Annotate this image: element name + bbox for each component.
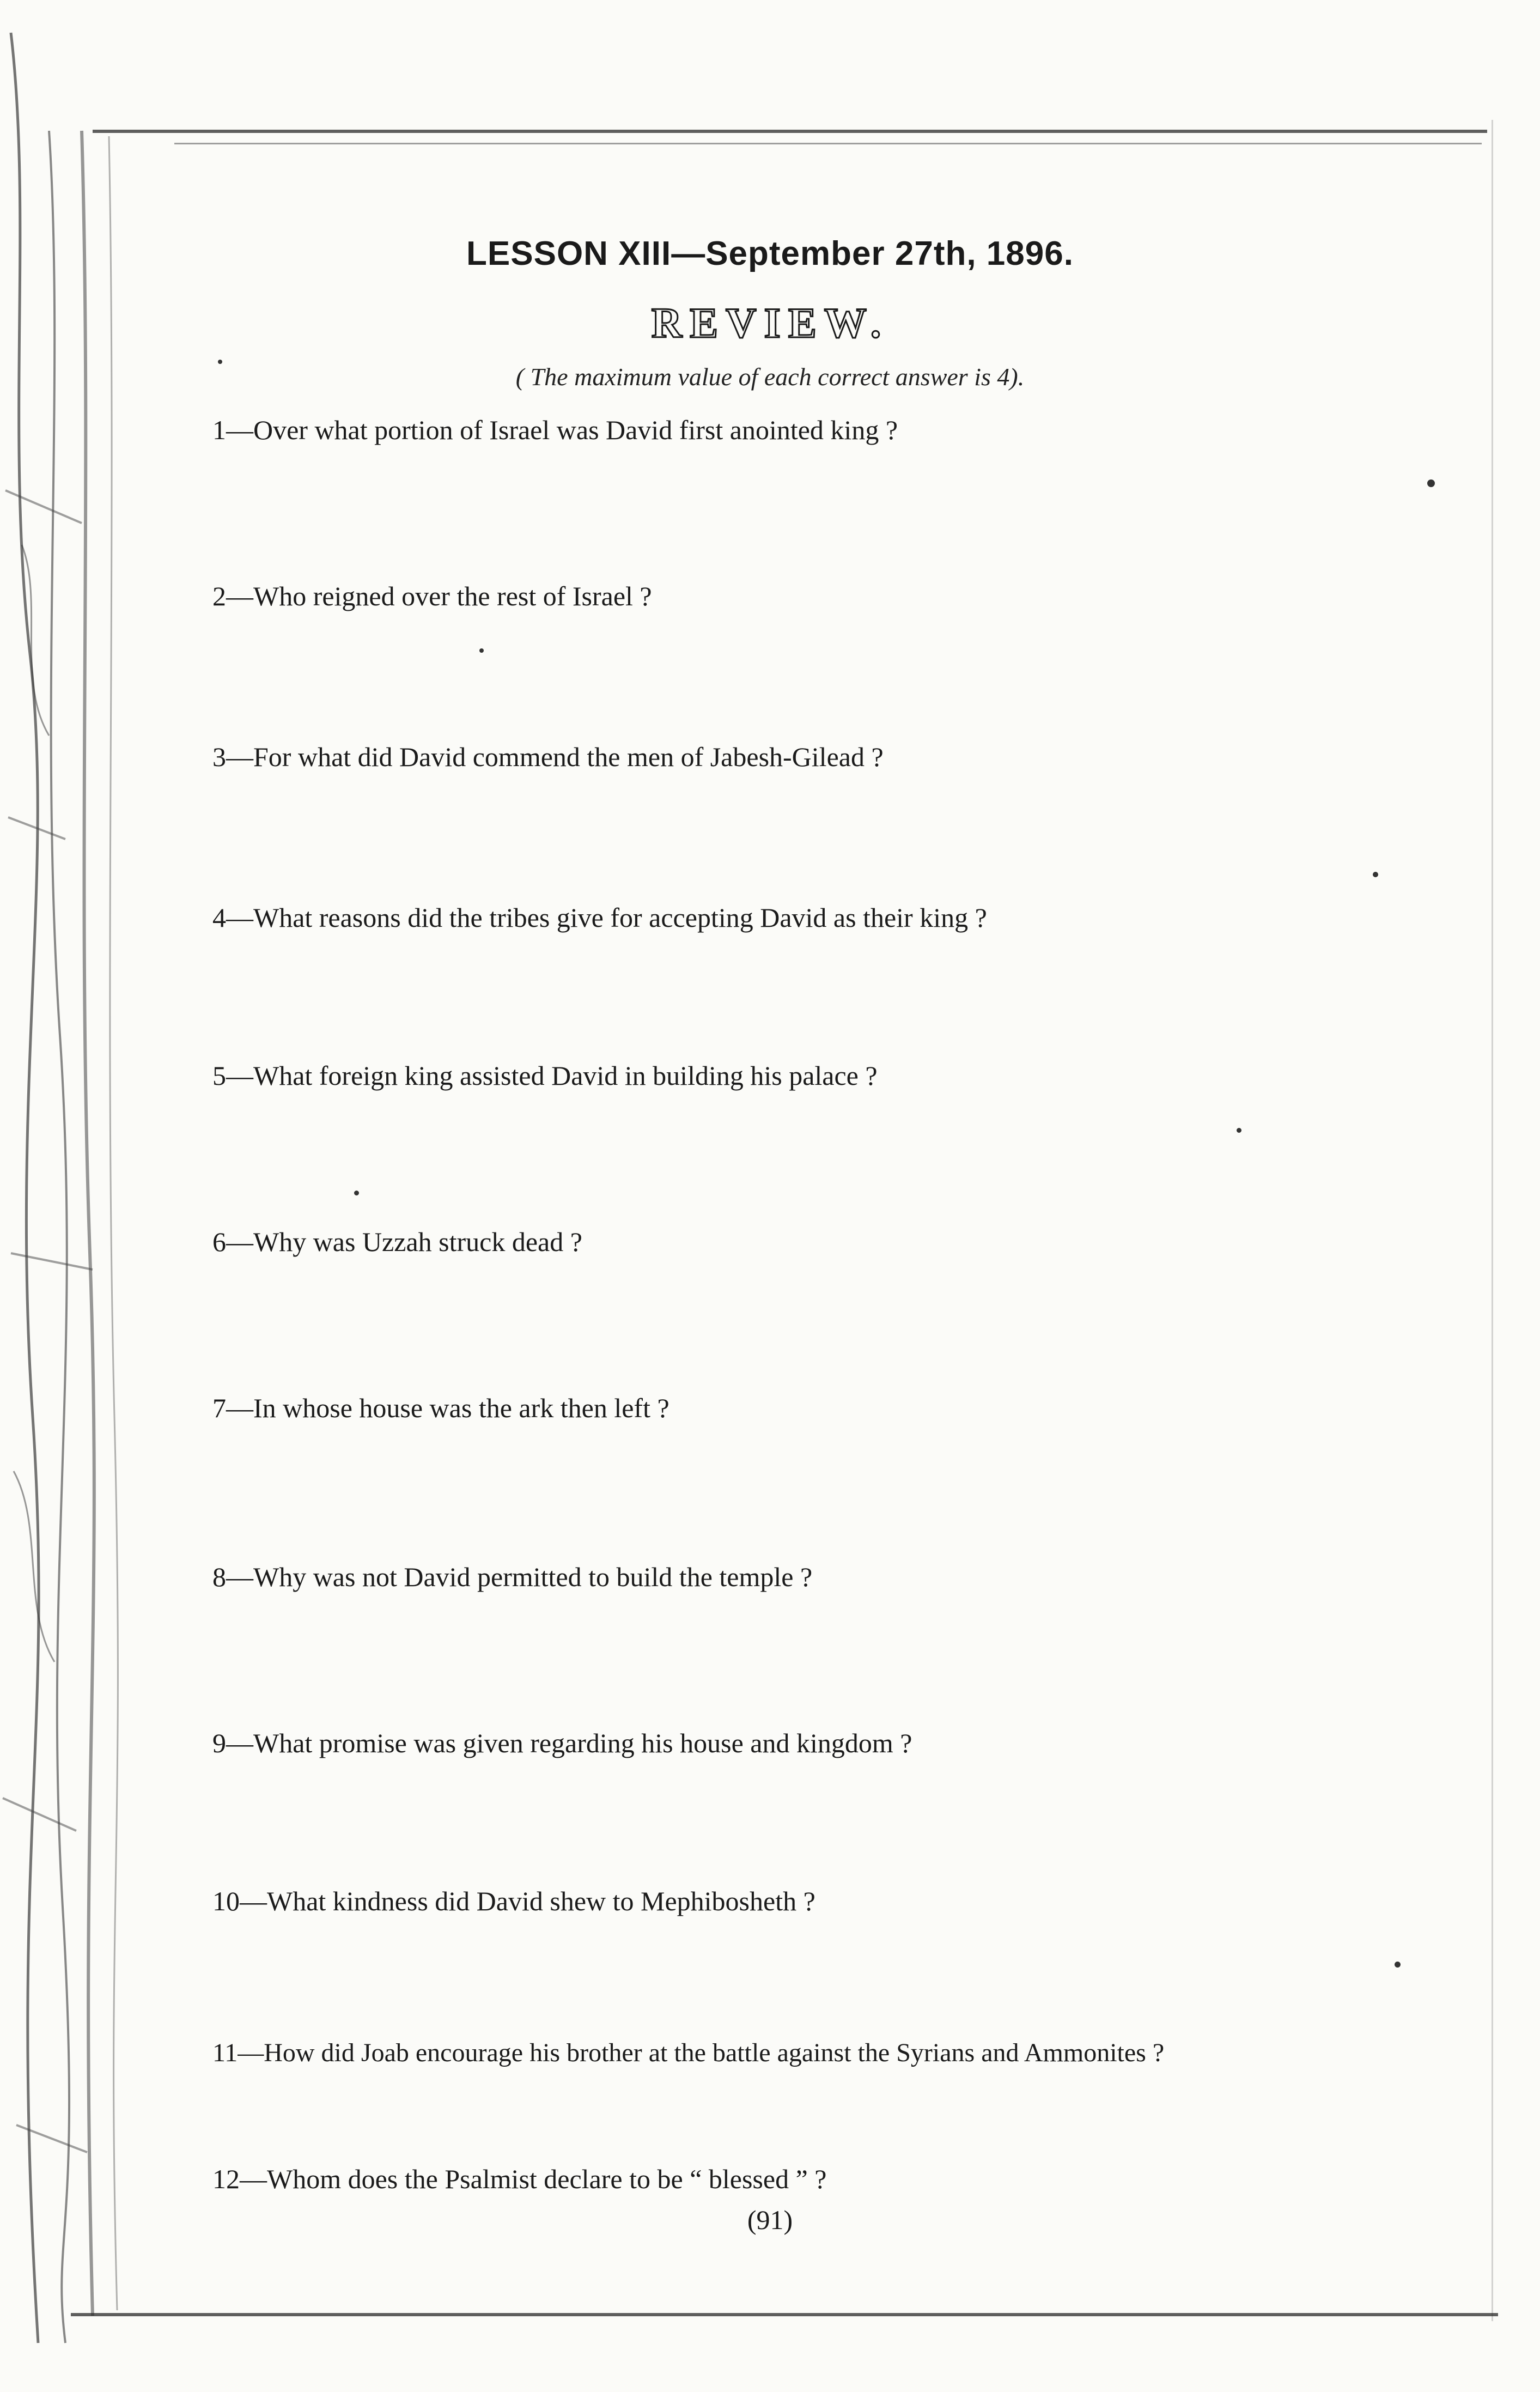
- question-number: 1: [212, 415, 226, 445]
- scan-speck: [1427, 479, 1435, 487]
- scan-speck: [1373, 872, 1378, 877]
- question-number: 2: [212, 581, 226, 611]
- question-number: 10: [212, 1886, 240, 1916]
- question-7: 7—In whose house was the ark then left ?: [212, 1393, 669, 1423]
- lesson-title: LESSON XIII—September 27th, 1896.: [466, 235, 1074, 272]
- question-number: 6: [212, 1227, 226, 1257]
- question-5: 5—What foreign king assisted David in building his palace ?: [212, 1060, 878, 1091]
- question-1: 1—Over what portion of Israel was David first anointed king ?: [212, 415, 898, 445]
- question-9: 9—What promise was given regarding his house and kingdom ?: [212, 1728, 912, 1758]
- question-11: 11—How did Joab encourage his brother at the battle against the Syrians and Ammonites ?: [212, 2038, 1165, 2067]
- review-heading: REVIEW.: [651, 299, 889, 347]
- question-text: In whose house was the ark then left ?: [253, 1393, 669, 1423]
- scan-speck: [1237, 1128, 1241, 1133]
- page-number: (91): [747, 2205, 793, 2235]
- question-4: 4—What reasons did the tribes give for accepting David as their king ?: [212, 902, 987, 933]
- question-text: For what did David commend the men of Jabesh-Gilead ?: [253, 742, 884, 772]
- right-rule: [1492, 120, 1493, 2321]
- question-number: 7: [212, 1393, 226, 1423]
- question-3: 3—For what did David commend the men of Jabesh-Gilead ?: [212, 742, 884, 772]
- question-12: 12—Whom does the Psalmist declare to be “ blessed ” ?: [212, 2164, 827, 2194]
- binding-edge: [0, 0, 163, 2392]
- question-number: 11: [212, 2038, 238, 2067]
- question-text: Whom does the Psalmist declare to be “ blessed ” ?: [267, 2164, 827, 2194]
- top-rule-inner: [174, 143, 1482, 144]
- scoring-note: ( The maximum value of each correct answer is 4).: [515, 363, 1025, 391]
- question-text: What kindness did David shew to Mephibosheth ?: [267, 1886, 815, 1916]
- question-text: Over what portion of Israel was David first anointed king ?: [253, 415, 898, 445]
- question-6: 6—Why was Uzzah struck dead ?: [212, 1227, 582, 1257]
- question-text: What promise was given regarding his house and kingdom ?: [253, 1728, 912, 1758]
- bottom-rule: [71, 2313, 1498, 2316]
- question-text: What reasons did the tribes give for accepting David as their king ?: [253, 902, 987, 933]
- scan-speck: [479, 648, 484, 653]
- question-text: What foreign king assisted David in building his palace ?: [253, 1060, 878, 1091]
- question-number: 12: [212, 2164, 240, 2194]
- top-rule: [93, 130, 1487, 133]
- scan-speck: [1395, 1962, 1401, 1968]
- question-text: Who reigned over the rest of Israel ?: [253, 581, 652, 611]
- question-number: 8: [212, 1562, 226, 1592]
- question-8: 8—Why was not David permitted to build the temple ?: [212, 1562, 813, 1592]
- question-text: Why was not David permitted to build the temple ?: [253, 1562, 813, 1592]
- question-number: 4: [212, 902, 226, 933]
- question-text: Why was Uzzah struck dead ?: [253, 1227, 582, 1257]
- question-10: 10—What kindness did David shew to Mephibosheth ?: [212, 1886, 815, 1916]
- question-number: 9: [212, 1728, 226, 1758]
- scan-speck: [354, 1191, 359, 1195]
- question-number: 5: [212, 1060, 226, 1091]
- question-2: 2—Who reigned over the rest of Israel ?: [212, 581, 652, 611]
- question-text: How did Joab encourage his brother at the battle against the Syrians and Ammonites ?: [264, 2038, 1165, 2067]
- question-number: 3: [212, 742, 226, 772]
